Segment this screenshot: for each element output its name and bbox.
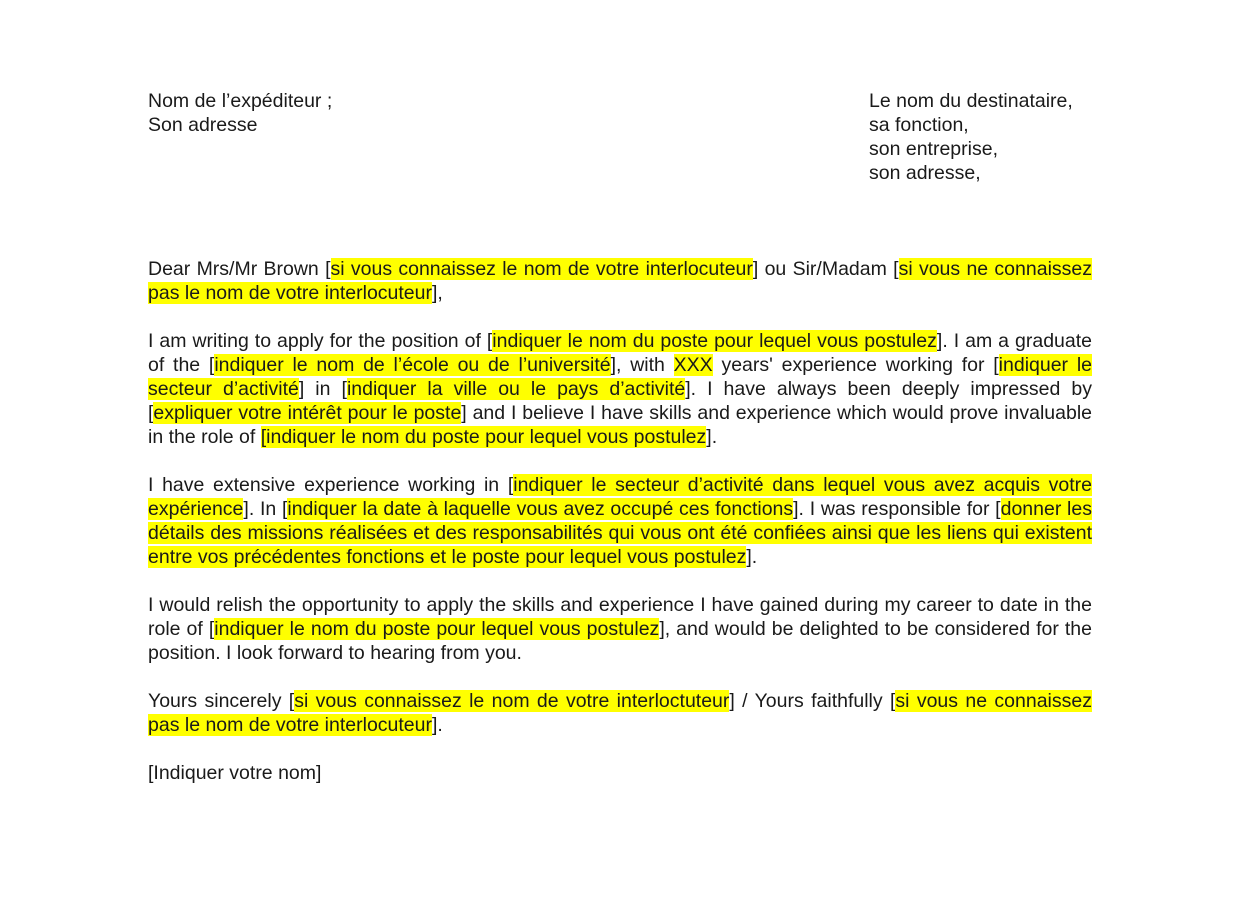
letter-text: ], and would be delighted to be considered for the position. I look forward to hearing from you. xyxy=(148,618,1092,664)
salutation xyxy=(148,257,1092,305)
signature: [Indiquer votre nom] xyxy=(148,762,322,784)
placeholder-highlight: donner les détails des missions réalisées et des responsabilités qui vous ont été confiées ainsi que les liens qui existent entre vos précédentes fonctions et le poste pour lequel vous postulez xyxy=(148,498,1092,568)
placeholder-highlight: XXX xyxy=(673,354,713,376)
sender-name: Nom de l’expéditeur ; xyxy=(148,90,333,112)
recipient-name: Le nom du destinataire, xyxy=(869,90,1073,112)
placeholder-highlight: expliquer votre intérêt pour le poste xyxy=(153,402,462,424)
placeholder-highlight: si vous connaissez le nom de votre interloctuteur xyxy=(294,690,730,712)
letter-text: ]. I have always been deeply impressed by [ xyxy=(148,378,1093,424)
placeholder-highlight: si vous ne connaissez pas le nom de votre interlocuteur xyxy=(148,258,1092,304)
letter-text: ], xyxy=(432,282,443,304)
letter-text: ] / Yours faithfully [ xyxy=(729,690,896,712)
placeholder-highlight: indiquer le secteur d’activité xyxy=(148,354,1092,400)
letter-text: I would relish the opportunity to apply the skills and experience I have gained during my career to date in the role of [ xyxy=(148,594,1092,640)
placeholder-highlight: indiquer le nom du poste pour lequel vous postulez xyxy=(492,330,937,352)
recipient-company: son entreprise, xyxy=(869,138,998,160)
letter-text: ]. xyxy=(432,714,443,736)
letter-text: I am writing to apply for the position of [ xyxy=(148,330,493,352)
placeholder-highlight: indiquer la ville ou le pays d’activité xyxy=(346,378,686,400)
letter-text: I have extensive experience working in [ xyxy=(148,474,514,496)
letter-text: ] ou Sir/Madam [ xyxy=(752,258,899,280)
closing xyxy=(148,689,1092,737)
placeholder-highlight: indiquer le nom du poste pour lequel vous postulez xyxy=(214,618,660,640)
letter-text: Yours sincerely [ xyxy=(148,690,295,712)
placeholder-highlight: indiquer le secteur d’activité dans lequel vous avez acquis votre expérience xyxy=(148,474,1093,520)
letter-body xyxy=(148,257,1092,809)
letter-text: ]. xyxy=(746,546,758,568)
paragraph-intro xyxy=(148,329,1092,449)
recipient-address: son adresse, xyxy=(869,162,981,184)
letter-text: ]. In [ xyxy=(243,498,288,520)
paragraph-experience xyxy=(148,473,1092,569)
letter-text: ]. I was responsible for [ xyxy=(793,498,1001,520)
letter-text: ] and I believe I have skills and experience which would prove invaluable in the role of xyxy=(148,402,1092,448)
recipient-block xyxy=(869,89,1209,185)
paragraph-motivation xyxy=(148,593,1092,665)
placeholder-highlight: si vous connaissez le nom de votre interlocuteur xyxy=(330,258,753,280)
letter-text: years' experience working for [ xyxy=(712,354,999,376)
letter-text: ]. I am a graduate of the [ xyxy=(148,330,1092,376)
letter-text: ] in [ xyxy=(298,378,347,400)
recipient-function: sa fonction, xyxy=(869,114,969,136)
placeholder-highlight: indiquer le nom de l’école ou de l’université xyxy=(214,354,611,376)
placeholder-highlight: indiquer la date à laquelle vous avez occupé ces fonctions xyxy=(287,498,794,520)
placeholder-highlight: [indiquer le nom du poste pour lequel vous postulez xyxy=(260,426,707,448)
letter-text: Dear Mrs/Mr Brown [ xyxy=(148,258,331,280)
letter-text: ]. xyxy=(706,426,718,448)
sender-block xyxy=(148,89,648,137)
letter-text: ], with xyxy=(610,354,674,376)
sender-address: Son adresse xyxy=(148,114,258,136)
placeholder-highlight: si vous ne connaissez pas le nom de votre interlocuteur xyxy=(148,690,1092,736)
